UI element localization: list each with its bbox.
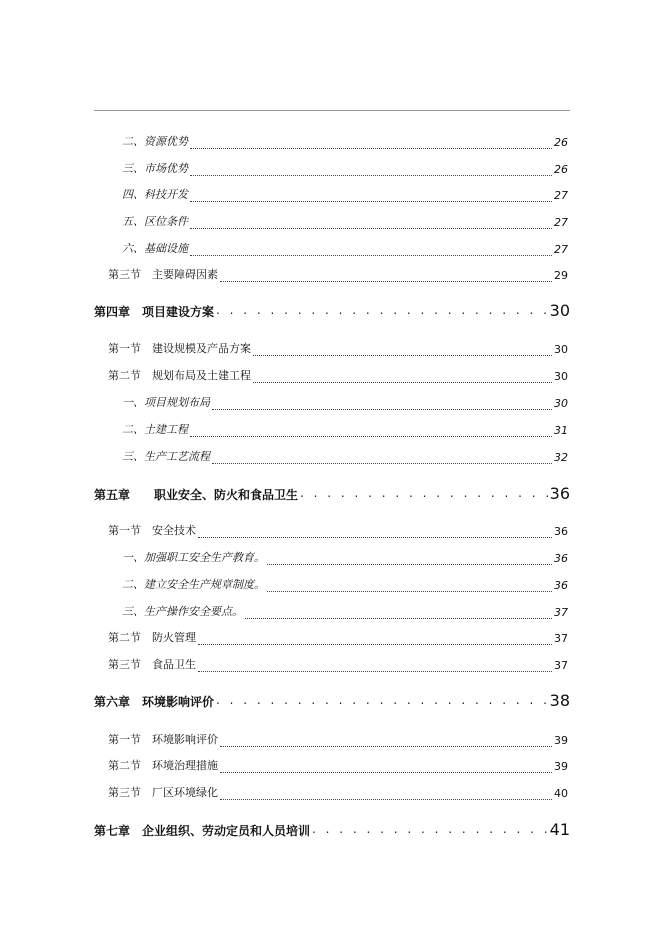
- toc-entry[interactable]: [122, 396, 568, 410]
- toc-entry[interactable]: [122, 605, 568, 619]
- toc-leader: [253, 372, 552, 383]
- toc-page-number: 32: [554, 451, 568, 464]
- toc-entry-label: 第二节 防火管理: [108, 631, 196, 644]
- toc-entry-label: 一、加强职工安全生产教育。: [122, 551, 265, 564]
- toc-leader: [190, 218, 552, 229]
- toc-page-number: 39: [554, 734, 568, 747]
- toc-leader: [220, 736, 552, 747]
- toc-leader: [245, 608, 552, 619]
- toc-page-number: 37: [554, 606, 568, 619]
- toc-chapter-entry[interactable]: [94, 819, 570, 839]
- toc-entry-label: 第二节 环境治理措施: [108, 759, 218, 772]
- toc-entry[interactable]: [122, 188, 568, 202]
- toc-entry[interactable]: [122, 578, 568, 592]
- toc-entry-label: 第三节 厂区环境绿化: [108, 786, 218, 799]
- toc-page-number: 36: [554, 525, 568, 538]
- toc-leader: [190, 165, 552, 176]
- toc-page-number: 27: [554, 189, 568, 202]
- toc-entry-label: 第七章 企业组织、劳动定员和人员培训: [94, 824, 311, 838]
- toc-entry[interactable]: [108, 759, 568, 773]
- toc-entry[interactable]: [122, 450, 568, 464]
- toc-page-number: 26: [554, 136, 568, 149]
- toc-leader: [300, 483, 548, 503]
- toc-entry-label: 六、基础设施: [122, 242, 188, 255]
- toc-entry[interactable]: [108, 786, 568, 800]
- toc-entry-label: 第四章 项目建设方案: [94, 305, 215, 319]
- toc-page-number: 30: [554, 343, 568, 356]
- toc-entry-label: 第二节 规划布局及土建工程: [108, 369, 251, 382]
- toc-page-number: 29: [554, 269, 568, 282]
- toc-entry-label: 二、建立安全生产规章制度。: [122, 578, 265, 591]
- toc-entry[interactable]: [122, 423, 568, 437]
- toc-page-number: 41: [549, 820, 570, 839]
- toc-page-number: 30: [554, 370, 568, 383]
- toc-entry-label: 一、项目规划布局: [122, 396, 210, 409]
- toc-entry[interactable]: [122, 551, 568, 565]
- toc-page-number: 37: [554, 659, 568, 672]
- toc-leader: [198, 634, 552, 645]
- toc-leader: [190, 138, 552, 149]
- toc-chapter-entry[interactable]: [94, 300, 570, 320]
- toc-leader: [220, 789, 552, 800]
- toc-entry[interactable]: [108, 658, 568, 672]
- toc-entry-label: 三、生产工艺流程: [122, 450, 210, 463]
- toc-leader: [190, 426, 552, 437]
- toc-leader: [198, 527, 552, 538]
- toc-page-number: 39: [554, 760, 568, 773]
- toc-entry-label: 二、资源优势: [122, 135, 188, 148]
- toc-chapter-entry[interactable]: [94, 483, 570, 503]
- toc-entry-label: 第一节 安全技术: [108, 524, 196, 537]
- toc-page-number: 26: [554, 163, 568, 176]
- toc-leader: [198, 661, 552, 672]
- toc-leader: [190, 245, 552, 256]
- toc-leader: [312, 819, 548, 839]
- toc-chapter-entry[interactable]: [94, 690, 570, 710]
- toc-entry-label: 第五章 职业安全、防火和食品卫生: [94, 488, 299, 502]
- toc-leader: [212, 399, 552, 410]
- toc-entry-label: 第一节 环境影响评价: [108, 733, 218, 746]
- toc-entry[interactable]: [108, 268, 568, 282]
- toc-entry[interactable]: [122, 162, 568, 176]
- toc-leader: [216, 690, 548, 710]
- toc-entry-label: 第六章 环境影响评价: [94, 695, 215, 709]
- toc-entry-label: 五、区位条件: [122, 215, 188, 228]
- toc-leader: [267, 554, 552, 565]
- toc-page-number: 30: [554, 397, 568, 410]
- toc-leader: [190, 191, 552, 202]
- toc-leader: [253, 345, 552, 356]
- toc-entry-label: 四、科技开发: [122, 188, 188, 201]
- toc-entry-label: 三、市场优势: [122, 162, 188, 175]
- toc-leader: [212, 453, 552, 464]
- toc-entry[interactable]: [108, 342, 568, 356]
- toc-leader: [220, 762, 552, 773]
- toc-entry[interactable]: [122, 135, 568, 149]
- toc-entry-label: 三、生产操作安全要点。: [122, 605, 243, 618]
- toc-page-number: 36: [554, 552, 568, 565]
- toc-entry-label: 第三节 食品卫生: [108, 658, 196, 671]
- toc-page-number: 40: [554, 787, 568, 800]
- toc-page-number: 36: [554, 579, 568, 592]
- toc-page-number: 38: [549, 691, 570, 710]
- toc-entry-label: 第一节 建设规模及产品方案: [108, 342, 251, 355]
- toc-page-number: 36: [549, 484, 570, 503]
- toc-page-number: 27: [554, 216, 568, 229]
- toc-leader: [267, 581, 552, 592]
- toc-page-number: 27: [554, 243, 568, 256]
- toc-page-number: 30: [549, 301, 570, 320]
- toc-entry[interactable]: [108, 631, 568, 645]
- toc-entry[interactable]: [122, 242, 568, 256]
- toc-entry[interactable]: [108, 733, 568, 747]
- header-rule: [94, 110, 570, 111]
- toc-entry[interactable]: [108, 524, 568, 538]
- toc-entry[interactable]: [122, 215, 568, 229]
- toc-page-number: 31: [554, 424, 568, 437]
- toc-page-number: 37: [554, 632, 568, 645]
- toc-leader: [216, 300, 548, 320]
- toc-entry-label: 二、土建工程: [122, 423, 188, 436]
- toc-entry-label: 第三节 主要障碍因素: [108, 268, 218, 281]
- toc-entry[interactable]: [108, 369, 568, 383]
- toc-leader: [220, 271, 552, 282]
